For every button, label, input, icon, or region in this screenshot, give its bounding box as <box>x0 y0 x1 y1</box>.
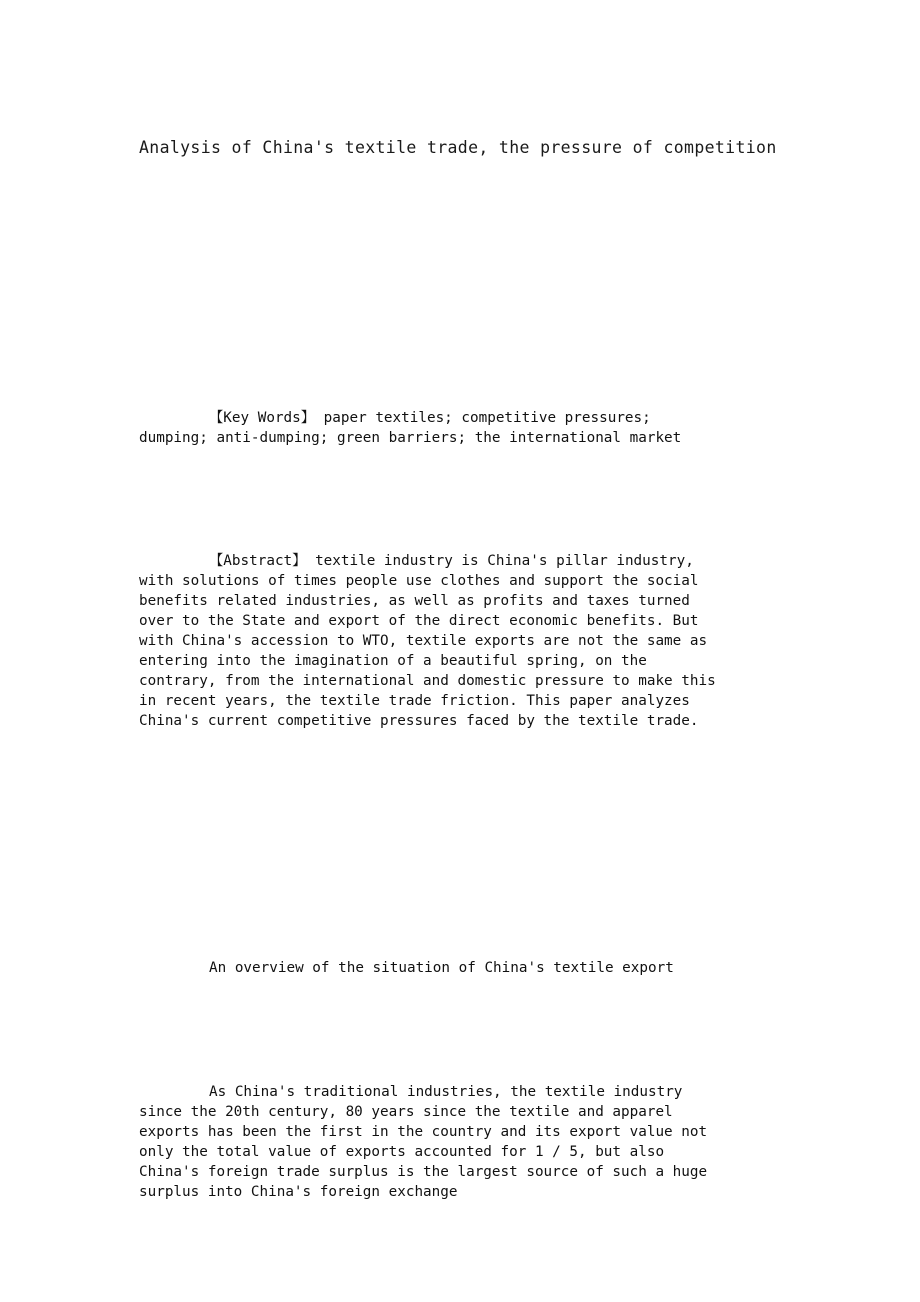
keywords-text: paper textiles; competitive pressures; dumping; anti-dumping; green barriers; the international market <box>139 410 682 446</box>
section-heading: An overview of the situation of China's textile export <box>209 960 674 976</box>
document-title: Analysis of China's textile trade, the pressure of competition <box>139 138 777 157</box>
keywords-paragraph <box>139 408 724 448</box>
keywords-label: 【Key Words】 <box>209 410 316 426</box>
abstract-label: 【Abstract】 <box>209 553 307 569</box>
abstract-text: textile industry is China's pillar industry, with solutions of times people use clothes and support the social benefits related industries, as well as profits and taxes turned over to the State and export of the direct economic benefits. But with China's accession to WTO, textile exports are not the same as entering into the imagination of a beautiful spring, on the contrary, from the international and domestic pressure to make this in recent years, the textile trade friction. This paper analyzes China's current competitive pressures faced by the textile trade. <box>139 553 716 729</box>
abstract-paragraph <box>139 551 724 731</box>
body-paragraph: As China's traditional industries, the textile industry since the 20th century, 80 years since the textile and apparel exports has been the first in the country and its export value not only the total value of exports accounted for 1 / 5, but also China's foreign trade surplus is the largest source of such a huge surplus into China's foreign exchange <box>139 1084 708 1200</box>
